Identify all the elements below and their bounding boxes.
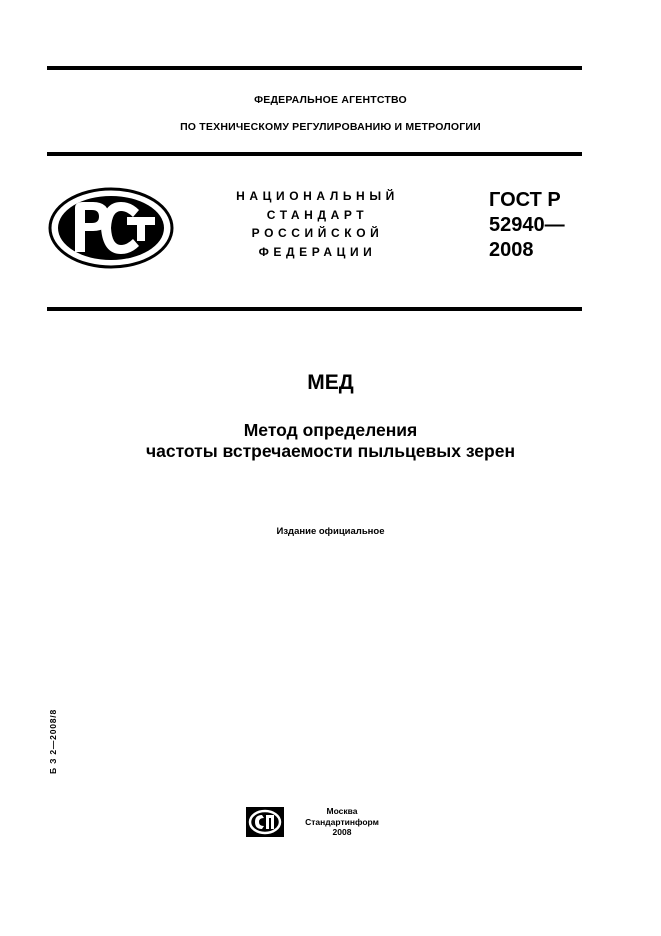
national-standard-line-4: ФЕДЕРАЦИИ [258, 244, 377, 259]
publisher-city: Москва [326, 806, 358, 816]
national-standard-line-2: СТАНДАРТ [266, 207, 369, 222]
edition-label: Издание официальное [276, 526, 385, 537]
gost-line-1: ГОСТ Р [489, 189, 561, 211]
document-subtitle [0, 420, 661, 462]
standartinform-logo-icon [245, 806, 285, 838]
side-code: Б З 2—2008/8 [48, 709, 58, 774]
subtitle-line-2: частоты встречаемости пыльцевых зерен [145, 441, 516, 461]
subtitle-line-1: Метод определения [243, 420, 418, 440]
top-rule [47, 66, 582, 70]
gost-line-2: 52940— [489, 214, 565, 236]
agency-line-2: ПО ТЕХНИЧЕСКОМУ РЕГУЛИРОВАНИЮ И МЕТРОЛОГИИ [180, 121, 481, 133]
gost-designation [489, 188, 565, 263]
standard-block-rule [47, 307, 582, 311]
publisher-name: Стандартинформ [305, 816, 379, 827]
header-rule [47, 152, 582, 156]
publisher-year: 2008 [332, 827, 352, 837]
national-standard-line-3: РОССИЙСКОЙ [251, 226, 384, 240]
national-standard-line-1: НАЦИОНАЛЬНЫЙ [236, 189, 399, 203]
publisher-imprint [296, 806, 388, 838]
agency-line-1: ФЕДЕРАЛЬНОЕ АГЕНТСТВО [254, 94, 407, 106]
document-title: МЕД [307, 371, 354, 394]
national-standard-label [205, 187, 430, 261]
gost-r-certification-mark-icon [47, 186, 175, 270]
gost-line-3: 2008 [489, 239, 534, 261]
